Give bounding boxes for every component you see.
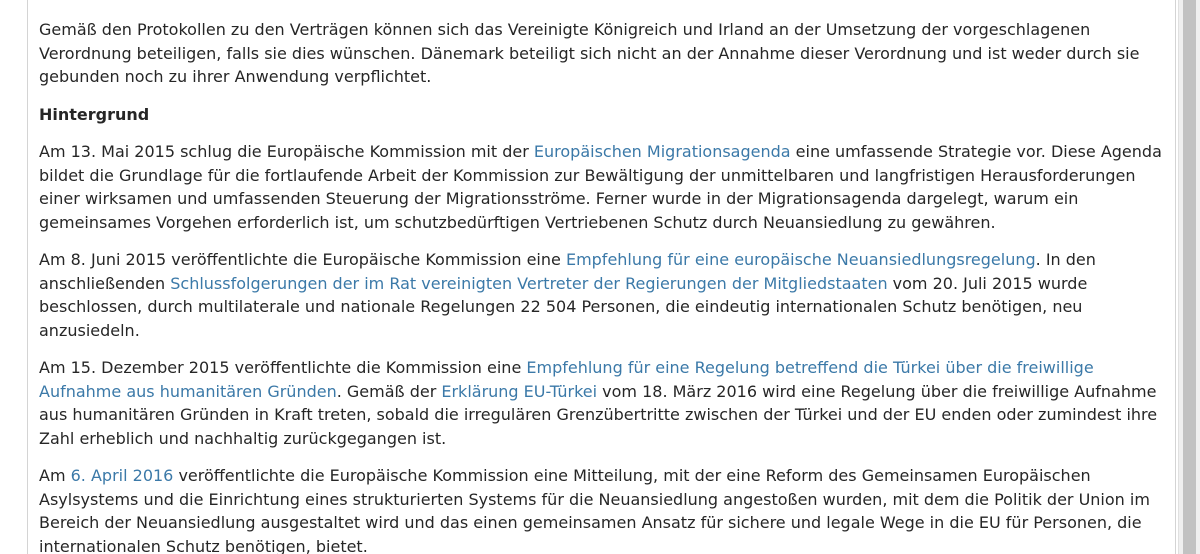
council-conclusions-link[interactable]: Schlussfolgerungen der im Rat vereinigten Vertreter der Regierungen der Mitgliedstaaten (170, 273, 888, 293)
p4-text-after: veröffentlichte die Europäische Kommission eine Mitteilung, mit der eine Reform des Gemeinsamen Europäischen Asylsystems und die Einrichtung eines strukturierten Systems für die Neuansiedlung angestoßen wurden, mit dem die Politik der Union im Bereich der Neuansiedlung ausgestaltet wird und das einen gemeinsamen Ansatz für sichere und legale Wege in die EU für Personen, die internationalen Schutz benötigen, bietet. (39, 466, 1150, 554)
p2-text-middle: . In den anschließenden (39, 250, 1096, 293)
paragraph-migration-agenda (39, 140, 1167, 234)
intro-text: Gemäß den Protokollen zu den Verträgen können sich das Vereinigte Königreich und Irland an der Umsetzung der vorgeschlagenen Verordnung beteiligen, falls sie dies wünschen. Dänemark beteiligt sich nicht an der Annahme dieser Verordnung und ist weder durch sie gebunden noch zu ihrer Anwendung verpflichtet. (39, 20, 1140, 86)
paragraph-april-2016 (39, 464, 1167, 554)
resettlement-recommendation-link[interactable]: Empfehlung für eine europäische Neuansiedlungsregelung (565, 250, 1036, 269)
p1-text-before: Am 13. Mai 2015 schlug die Europäische Kommission mit der (39, 142, 534, 161)
intro-paragraph (39, 18, 1167, 89)
p3-text-after: vom 18. März 2016 wird eine Regelung über die freiwillige Aufnahme aus humanitären Gründen in Kraft treten, sobald die irregulären Grenzübertritte zwischen der Türkei und der EU enden oder zumindest ihre Zahl erheblich und nachhaltig zurückgegangen ist. (39, 381, 1158, 448)
migration-agenda-link[interactable]: Europäischen Migrationsagenda (533, 142, 791, 161)
p2-text-after: vom 20. Juli 2015 wurde beschlossen, durch multilaterale und nationale Regelungen 22 504 Personen, die eindeutig internationalen Schutz benötigen, neu anzusiedeln. (39, 273, 1088, 340)
article-body (27, 0, 1176, 554)
paragraph-resettlement (39, 248, 1167, 342)
p2-text-before: Am 8. Juni 2015 veröffentlichte die Europäische Kommission eine (39, 250, 566, 269)
eu-turkey-statement-link[interactable]: Erklärung EU-Türkei (441, 381, 598, 401)
section-heading: Hintergrund (39, 104, 150, 124)
p3-text-middle: . Gemäß der (336, 381, 442, 401)
paragraph-turkey (39, 356, 1167, 450)
p1-text-after: eine umfassende Strategie vor. Diese Agenda bildet die Grundlage für die fortlaufende Arbeit der Kommission zur Bewältigung der unmittelbaren und langfristigen Herausforderungen einer wirksamen und umfassenden Steuerung der Migrationsströme. Ferner wurde in der Migrationsagenda dargelegt, warum ein gemeinsames Vorgehen erforderlich ist, um schutzbedürftigen Vertriebenen Schutz durch Neuansiedlung zu gewähren. (39, 142, 1162, 232)
turkey-recommendation-link[interactable]: Empfehlung für eine Regelung betreffend die Türkei über die freiwillige Aufnahme aus humanitären Gründen (39, 358, 1094, 401)
p3-text-before: Am 15. Dezember 2015 veröffentlichte die Kommission eine (39, 358, 527, 377)
scrollbar-thumb[interactable] (1183, 0, 1196, 554)
p4-text-before: Am (39, 466, 71, 485)
vertical-scrollbar[interactable] (1178, 0, 1200, 554)
april-2016-link[interactable]: 6. April 2016 (70, 466, 174, 485)
